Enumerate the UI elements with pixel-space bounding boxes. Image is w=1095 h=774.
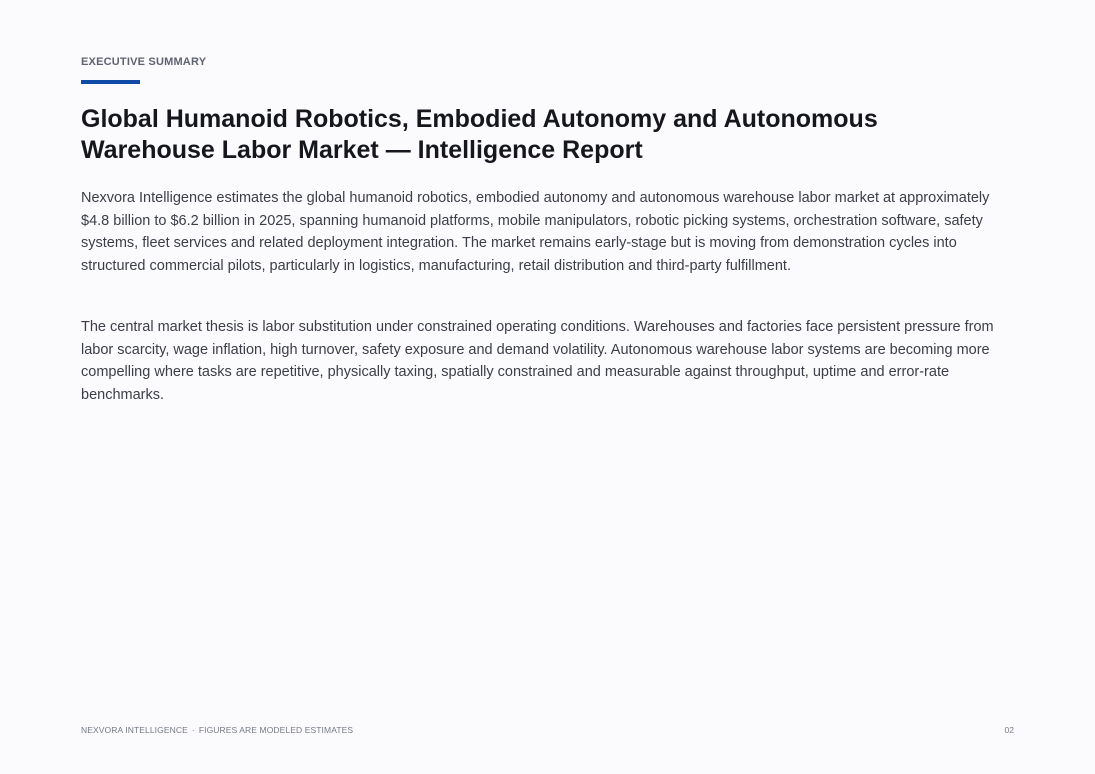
report-page [81, 0, 1016, 774]
footer-left [81, 725, 353, 735]
page-number: 02 [1004, 725, 1014, 735]
footer-separator: · [191, 725, 195, 735]
accent-bar [81, 80, 140, 84]
summary-paragraph-1: Nexvora Intelligence estimates the global humanoid robotics, embodied autonomy and autonomous warehouse labor market at approximately $4.8 billion to $6.2 billion in 2025, spanning humanoid platforms, mobile manipulators, robotic picking systems, orchestration software, safety systems, fleet services and related deployment integration. The market remains early-stage but is moving from demonstration cycles into structured commercial pilots, particularly in logistics, manufacturing, retail distribution and third-party fulfillment. [81, 190, 990, 274]
page-title: Global Humanoid Robotics, Embodied Autonomy and Autonomous Warehouse Labor Market — Intelligence Report [81, 105, 878, 164]
footer-brand: NEXVORA INTELLIGENCE [81, 725, 188, 735]
section-label: EXECUTIVE SUMMARY [81, 56, 207, 68]
summary-paragraph-2: The central market thesis is labor substitution under constrained operating conditions. Warehouses and factories face persistent pressure from labor scarcity, wage inflation, high turnover, safety exposure and demand volatility. Autonomous warehouse labor systems are becoming more compelling where tasks are repetitive, physically taxing, spatially constrained and measurable against throughput, uptime and error-rate benchmarks. [81, 319, 994, 403]
footer-note: FIGURES ARE MODELED ESTIMATES [198, 725, 354, 735]
